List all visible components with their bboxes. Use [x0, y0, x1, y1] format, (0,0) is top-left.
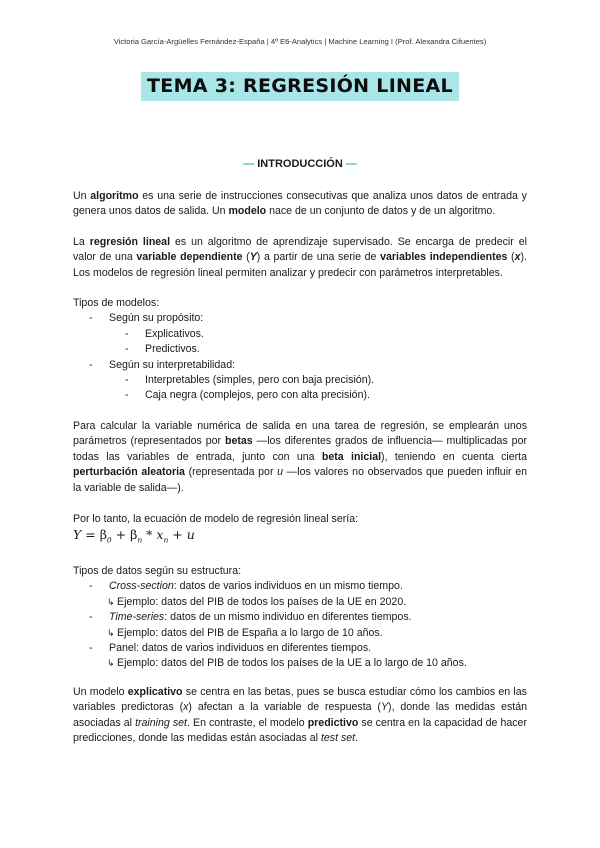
- formula-x: x: [156, 527, 164, 542]
- bold-term: modelo: [228, 205, 267, 218]
- bold-term: regresión lineal: [89, 236, 171, 248]
- bold-term: algoritmo: [90, 190, 139, 202]
- text: —los diferentes grados de influencia— multiplicadas por todas las variables de entrada, junto con una: [73, 435, 527, 463]
- formula-betan: β: [130, 527, 138, 542]
- text: .: [355, 732, 359, 745]
- bold-italic-term: Y: [249, 251, 257, 264]
- text: ), teniendo en cuenta cierta: [381, 450, 527, 463]
- text: ), donde las medidas están asociadas al: [73, 701, 528, 729]
- bold-term: predictivo: [307, 716, 359, 729]
- regression-formula: [73, 527, 527, 549]
- list-item: [73, 311, 527, 326]
- list-example: [73, 626, 527, 641]
- section-heading: [0, 158, 600, 170]
- italic-term: u: [277, 466, 284, 479]
- formula-y: Y: [73, 527, 82, 542]
- arrow-icon: ↳: [107, 658, 115, 669]
- title-wrap: [0, 72, 600, 101]
- bold-italic-term: x: [514, 251, 521, 264]
- formula-u: u: [186, 527, 195, 542]
- data-types-list: [73, 564, 527, 672]
- text: se centra en la capacidad de hacer predicciones, donde las medidas están asociadas al: [73, 716, 527, 745]
- text: es una serie de instrucciones consecutivas que analiza unos datos de entrada y genera unos datos de salida. Un: [73, 190, 527, 218]
- list-text: Según su propósito:: [109, 312, 204, 325]
- italic-term: Y: [380, 701, 389, 714]
- list-item: [73, 610, 527, 625]
- text: . En contraste, el modelo: [187, 716, 308, 729]
- italic-term: test set: [320, 732, 356, 745]
- list-item: [73, 388, 527, 403]
- list-item: [73, 641, 527, 656]
- list-text: : datos de un mismo individuo en diferentes tiempos.: [164, 611, 412, 624]
- text: Un modelo: [73, 686, 128, 698]
- bullet: -: [89, 642, 93, 655]
- paragraph-explicativo-predictivo: [73, 685, 527, 747]
- italic-term: Cross-section: [109, 580, 174, 593]
- bold-term: variable dependiente: [136, 251, 243, 264]
- bullet: -: [125, 343, 129, 356]
- bold-term: beta inicial: [321, 450, 382, 463]
- list-text: Explicativos.: [145, 327, 204, 340]
- example-text: Ejemplo: datos del PIB de todos los países de la UE a lo largo de 10 años.: [117, 657, 467, 670]
- text: ). Los modelos de regresión lineal permiten analizar y predecir con parámetros interpretables.: [73, 251, 527, 279]
- paragraph-algoritmo: [73, 189, 527, 220]
- text: Para calcular la variable numérica de salida en una tarea de regresión, se emplearán unos parámetros (representados por: [73, 420, 527, 448]
- list-title: Tipos de datos según su estructura:: [73, 565, 242, 577]
- list-text: Panel: datos de varios individuos en diferentes tiempos.: [109, 642, 372, 655]
- page-header: Victoria García-Argüelles Fernández-España | 4º E6-Analytics | Machine Learning I (Prof. Alexandra Cifuentes): [113, 37, 487, 46]
- list-item: [73, 373, 527, 388]
- text: (representada por: [184, 466, 278, 479]
- formula-subx: n: [163, 535, 169, 545]
- list-text: Según su interpretabilidad:: [109, 358, 236, 371]
- list-item: [73, 579, 527, 594]
- italic-term: x: [183, 701, 189, 714]
- list-item: [73, 327, 527, 342]
- list-text: : datos de varios individuos en un mismo tiempo.: [173, 580, 403, 593]
- list-item: [73, 342, 527, 357]
- bullet: -: [125, 374, 129, 387]
- heading-dash-left: —: [243, 158, 255, 170]
- paragraph-ecuacion: Por lo tanto, la ecuación de modelo de regresión lineal sería:: [73, 513, 359, 525]
- text: Un: [73, 190, 91, 202]
- text: se centra en las betas, pues se busca estudiar cómo los cambios en las variables predictoras (: [73, 686, 527, 714]
- text: ) a partir de una serie de: [256, 251, 381, 264]
- bold-term: variables independientes: [380, 251, 508, 264]
- model-types-list: [73, 296, 527, 404]
- bullet: -: [89, 580, 93, 593]
- list-text: Interpretables (simples, pero con baja precisión).: [145, 374, 375, 387]
- text: —los valores no observados que pueden influir en la variable de salida—).: [73, 466, 527, 494]
- list-text: Caja negra (complejos, pero con alta precisión).: [145, 389, 370, 402]
- bullet: -: [89, 611, 93, 624]
- italic-term: training set: [135, 716, 187, 729]
- text: (: [507, 251, 515, 264]
- bold-term: betas: [224, 435, 253, 448]
- example-text: Ejemplo: datos del PIB de España a lo largo de 10 años.: [117, 626, 383, 639]
- formula-beta0: β: [99, 527, 107, 542]
- formula-eq: =: [81, 527, 100, 542]
- formula-plus: +: [168, 527, 187, 542]
- text: nace de un conjunto de datos y de un algoritmo.: [266, 205, 496, 218]
- formula-sub0: 0: [106, 535, 112, 545]
- bold-term: explicativo: [127, 686, 183, 698]
- heading-label: INTRODUCCIÓN: [257, 158, 343, 170]
- list-item: [73, 358, 527, 373]
- example-text: Ejemplo: datos del PIB de todos los países de la UE en 2020.: [117, 595, 407, 608]
- formula-star: *: [142, 527, 157, 542]
- list-example: [73, 656, 527, 671]
- heading-dash-right: —: [345, 158, 357, 170]
- arrow-icon: ↳: [107, 627, 115, 638]
- bold-term: perturbación aleatoria: [73, 466, 185, 479]
- list-title: Tipos de modelos:: [73, 297, 160, 309]
- formula-plus: +: [111, 527, 131, 542]
- paragraph-regresion: [73, 235, 527, 281]
- text: es un algoritmo de aprendizaje supervisado. Se encarga de predecir el valor de una: [73, 236, 527, 264]
- arrow-icon: ↳: [107, 596, 115, 607]
- text: (: [242, 251, 250, 264]
- bullet: -: [89, 358, 93, 371]
- list-example: [73, 595, 527, 610]
- bullet: -: [125, 327, 129, 340]
- paragraph-parametros: [73, 419, 527, 496]
- document-title: TEMA 3: REGRESIÓN LINEAL: [141, 72, 459, 101]
- italic-term: Time-series: [109, 611, 165, 624]
- text: La: [73, 236, 90, 248]
- list-text: Predictivos.: [145, 343, 200, 356]
- bullet: -: [89, 312, 93, 325]
- bullet: -: [125, 389, 129, 402]
- text: ) afectan a la variable de respuesta (: [188, 701, 381, 714]
- formula-subn: n: [137, 535, 143, 545]
